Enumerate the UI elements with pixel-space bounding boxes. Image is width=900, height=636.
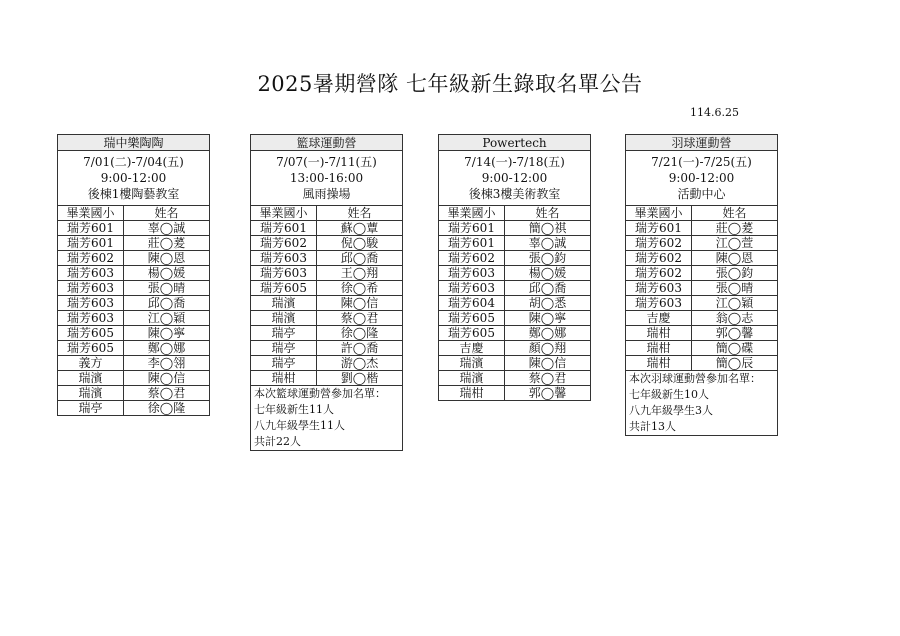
school-cell: 瑞亭	[251, 326, 317, 341]
school-cell: 瑞亭	[251, 356, 317, 371]
table-row	[626, 221, 778, 236]
camp-table	[625, 134, 778, 436]
school-cell: 瑞芳602	[439, 251, 505, 266]
student-name-cell: 張◯晴	[692, 281, 778, 296]
school-cell: 瑞亭	[251, 341, 317, 356]
summary-line: 八九年級學生3人	[629, 404, 713, 417]
school-cell: 義方	[58, 356, 124, 371]
table-row	[251, 311, 403, 326]
table-row	[439, 296, 591, 311]
student-name-cell: 陳◯寧	[124, 326, 210, 341]
student-name-cell: 邱◯喬	[124, 296, 210, 311]
page-title: 2025暑期營隊 七年級新生錄取名單公告	[257, 72, 643, 96]
table-row	[626, 296, 778, 311]
school-cell: 瑞芳602	[251, 236, 317, 251]
school-cell: 瑞芳605	[439, 326, 505, 341]
school-cell: 瑞芳605	[439, 311, 505, 326]
camp-time: 13:00-16:00	[251, 170, 403, 186]
student-name-cell: 徐◯隆	[317, 326, 403, 341]
student-name-cell: 簡◯祺	[505, 221, 591, 236]
camp-table	[250, 134, 403, 451]
table-row	[58, 356, 210, 371]
student-name-cell: 楊◯媛	[124, 266, 210, 281]
school-cell: 瑞芳601	[439, 221, 505, 236]
school-cell: 瑞芳601	[251, 221, 317, 236]
camp-dates: 7/14(一)-7/18(五)	[439, 151, 591, 171]
student-name-cell: 倪◯駿	[317, 236, 403, 251]
table-row	[626, 341, 778, 356]
school-cell: 瑞芳603	[626, 281, 692, 296]
table-row	[58, 296, 210, 311]
student-name-cell: 簡◯辰	[692, 356, 778, 371]
school-cell: 瑞亭	[58, 401, 124, 416]
summary-line: 共計13人	[629, 420, 676, 433]
school-cell: 瑞芳601	[58, 221, 124, 236]
student-name-cell: 張◯鈞	[505, 251, 591, 266]
table-row	[251, 266, 403, 281]
summary-line: 本次籃球運動營參加名單：	[254, 387, 386, 400]
school-cell: 瑞濱	[439, 371, 505, 386]
student-name-cell: 江◯穎	[124, 311, 210, 326]
student-name-cell: 張◯鈞	[692, 266, 778, 281]
table-row	[251, 341, 403, 356]
table-row	[439, 356, 591, 371]
school-cell: 瑞芳602	[626, 251, 692, 266]
camp-time: 9:00-12:00	[439, 170, 591, 186]
student-name-cell: 徐◯希	[317, 281, 403, 296]
student-name-cell: 游◯杰	[317, 356, 403, 371]
student-name-cell: 顏◯翔	[505, 341, 591, 356]
school-cell: 瑞柑	[626, 341, 692, 356]
table-row	[439, 281, 591, 296]
student-name-cell: 許◯喬	[317, 341, 403, 356]
school-cell: 瑞芳605	[251, 281, 317, 296]
enrollment-summary	[251, 386, 403, 451]
table-row	[58, 221, 210, 236]
student-name-cell: 劉◯楷	[317, 371, 403, 386]
school-cell: 瑞芳602	[626, 266, 692, 281]
table-row	[439, 386, 591, 401]
table-row	[58, 236, 210, 251]
student-name-cell: 莊◯萲	[692, 221, 778, 236]
table-row	[626, 236, 778, 251]
camp-place: 風雨操場	[251, 186, 403, 206]
table-row	[58, 251, 210, 266]
student-name-cell: 陳◯信	[317, 296, 403, 311]
table-row	[251, 296, 403, 311]
table-row	[439, 311, 591, 326]
table-row	[251, 371, 403, 386]
table-row	[58, 266, 210, 281]
school-cell: 吉慶	[626, 311, 692, 326]
column-header-school: 畢業國小	[251, 206, 317, 221]
table-row	[58, 401, 210, 416]
table-row	[439, 326, 591, 341]
student-name-cell: 張◯晴	[124, 281, 210, 296]
school-cell: 吉慶	[439, 341, 505, 356]
student-name-cell: 陳◯恩	[692, 251, 778, 266]
school-cell: 瑞芳601	[58, 236, 124, 251]
camp-dates: 7/01(二)-7/04(五)	[58, 151, 210, 171]
table-row	[251, 251, 403, 266]
school-cell: 瑞芳605	[58, 326, 124, 341]
table-row	[58, 371, 210, 386]
student-name-cell: 蘇◯蕈	[317, 221, 403, 236]
student-name-cell: 江◯萱	[692, 236, 778, 251]
table-row	[439, 251, 591, 266]
school-cell: 瑞芳603	[251, 266, 317, 281]
student-name-cell: 王◯翔	[317, 266, 403, 281]
school-cell: 瑞芳602	[626, 236, 692, 251]
student-name-cell: 蔡◯君	[505, 371, 591, 386]
school-cell: 瑞濱	[58, 386, 124, 401]
table-row	[58, 341, 210, 356]
table-row	[626, 356, 778, 371]
school-cell: 瑞芳604	[439, 296, 505, 311]
school-cell: 瑞柑	[626, 326, 692, 341]
school-cell: 瑞濱	[251, 311, 317, 326]
table-row	[626, 281, 778, 296]
camp-table	[57, 134, 210, 416]
student-name-cell: 陳◯信	[505, 356, 591, 371]
school-cell: 瑞芳603	[439, 281, 505, 296]
school-cell: 瑞芳605	[58, 341, 124, 356]
school-cell: 瑞芳603	[58, 266, 124, 281]
student-name-cell: 郭◯馨	[692, 326, 778, 341]
column-header-school: 畢業國小	[626, 206, 692, 221]
camp-name: 羽球運動營	[626, 135, 778, 151]
camp-name: 籃球運動營	[251, 135, 403, 151]
column-header-name: 姓名	[317, 206, 403, 221]
table-row	[58, 386, 210, 401]
school-cell: 瑞芳603	[439, 266, 505, 281]
school-cell: 瑞芳601	[626, 221, 692, 236]
student-name-cell: 簡◯碟	[692, 341, 778, 356]
table-row	[439, 341, 591, 356]
table-row	[439, 221, 591, 236]
table-row	[626, 311, 778, 326]
camp-place: 活動中心	[626, 186, 778, 206]
table-row	[439, 371, 591, 386]
student-name-cell: 蔡◯君	[124, 386, 210, 401]
column-header-name: 姓名	[505, 206, 591, 221]
table-row	[58, 281, 210, 296]
camp-place: 後棟1樓陶藝教室	[58, 186, 210, 206]
student-name-cell: 鄭◯娜	[505, 326, 591, 341]
table-row	[626, 266, 778, 281]
camp-name: 瑞中樂陶陶	[58, 135, 210, 151]
summary-line: 八九年級學生11人	[254, 419, 345, 432]
summary-line: 七年級新生10人	[629, 388, 709, 401]
summary-line: 共計22人	[254, 435, 301, 448]
student-name-cell: 陳◯寧	[505, 311, 591, 326]
student-name-cell: 楊◯媛	[505, 266, 591, 281]
summary-line: 本次羽球運動營參加名單：	[629, 372, 761, 385]
school-cell: 瑞芳603	[626, 296, 692, 311]
table-row	[439, 236, 591, 251]
student-name-cell: 徐◯隆	[124, 401, 210, 416]
enrollment-summary	[626, 371, 778, 436]
student-name-cell: 翁◯志	[692, 311, 778, 326]
table-row	[58, 311, 210, 326]
school-cell: 瑞濱	[251, 296, 317, 311]
student-name-cell: 郭◯馨	[505, 386, 591, 401]
student-name-cell: 辜◯誠	[505, 236, 591, 251]
table-row	[626, 251, 778, 266]
table-row	[251, 236, 403, 251]
student-name-cell: 蔡◯君	[317, 311, 403, 326]
student-name-cell: 邱◯喬	[505, 281, 591, 296]
student-name-cell: 陳◯恩	[124, 251, 210, 266]
announcement-date: 114.6.25	[690, 106, 739, 119]
student-name-cell: 鄭◯娜	[124, 341, 210, 356]
column-header-name: 姓名	[692, 206, 778, 221]
school-cell: 瑞芳603	[251, 251, 317, 266]
column-header-school: 畢業國小	[439, 206, 505, 221]
student-name-cell: 邱◯喬	[317, 251, 403, 266]
table-row	[251, 326, 403, 341]
table-row	[251, 221, 403, 236]
table-row	[58, 326, 210, 341]
camp-time: 9:00-12:00	[58, 170, 210, 186]
school-cell: 瑞芳603	[58, 311, 124, 326]
camp-dates: 7/07(一)-7/11(五)	[251, 151, 403, 171]
table-row	[439, 266, 591, 281]
student-name-cell: 辜◯誠	[124, 221, 210, 236]
school-cell: 瑞柑	[626, 356, 692, 371]
camp-name: Powertech	[439, 135, 591, 151]
school-cell: 瑞芳601	[439, 236, 505, 251]
school-cell: 瑞芳603	[58, 296, 124, 311]
table-row	[626, 326, 778, 341]
student-name-cell: 李◯翎	[124, 356, 210, 371]
school-cell: 瑞濱	[58, 371, 124, 386]
camp-time: 9:00-12:00	[626, 170, 778, 186]
school-cell: 瑞濱	[439, 356, 505, 371]
student-name-cell: 胡◯悉	[505, 296, 591, 311]
camp-place: 後棟3樓美術教室	[439, 186, 591, 206]
school-cell: 瑞芳603	[58, 281, 124, 296]
student-name-cell: 陳◯信	[124, 371, 210, 386]
student-name-cell: 莊◯萲	[124, 236, 210, 251]
school-cell: 瑞柑	[251, 371, 317, 386]
camp-dates: 7/21(一)-7/25(五)	[626, 151, 778, 171]
column-header-school: 畢業國小	[58, 206, 124, 221]
table-row	[251, 356, 403, 371]
school-cell: 瑞芳602	[58, 251, 124, 266]
camp-table	[438, 134, 591, 401]
table-row	[251, 281, 403, 296]
summary-line: 七年級新生11人	[254, 403, 334, 416]
student-name-cell: 江◯穎	[692, 296, 778, 311]
column-header-name: 姓名	[124, 206, 210, 221]
school-cell: 瑞柑	[439, 386, 505, 401]
